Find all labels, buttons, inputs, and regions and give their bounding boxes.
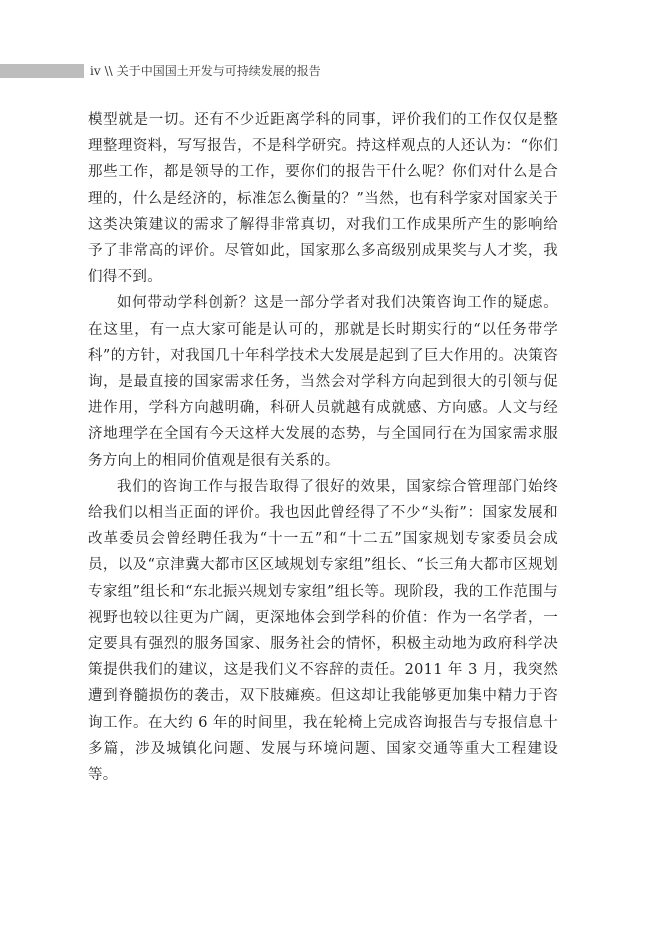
body-text xyxy=(88,107,558,788)
page-number: iv xyxy=(90,64,101,78)
book-title: 关于中国国土开发与可持续发展的报告 xyxy=(116,64,321,78)
running-head xyxy=(90,63,321,79)
paragraph-1: 模型就是一切。还有不少近距离学科的同事，评价我们的工作仅仅是整理整理资料，写写报告，不是科学研究。持这样观点的人还认为：“你们那些工作，都是领导的工作，要你们的报告干什么呢？你们对什么是合理的，什么是经济的，标准怎么衡量的？”当然，也有科学家对国家关于这类决策建议的需求了解得非常真切，对我们工作成果所产生的影响给予了非常高的评价。尽管如此，国家那么多高级别成果奖与人才奖，我们得不到。 xyxy=(88,112,558,286)
paragraph-3: 我们的咨询工作与报告取得了很好的效果，国家综合管理部门始终给我们以相当正面的评价。我也因此曾经得了不少“头衔”：国家发展和改革委员会曾经聘任我为“十一五”和“十二五”国家规划专家委员会成员，以及“京津冀大都市区区域规划专家组”组长、“长三角大都市区规划专家组”组长和“东北振兴规划专家组”组长等。现阶段，我的工作范围与视野也较以往更为广阔，更深地体会到学科的价值：作为一名学者，一定要具有强烈的服务国家、服务社会的情怀，积极主动地为政府科学决策提供我们的建议，这是我们义不容辞的责任。2011 年 3 月，我突然遭到脊髓损伤的袭击，双下肢瘫痪。但这却让我能够更加集中精力于咨询工作。在大约 6 年的时间里，我在轮椅上完成咨询报告与专报信息十多篇，涉及城镇化问题、发展与环境问题、国家交通等重大工程建设等。 xyxy=(88,478,558,784)
header-gray-bar xyxy=(0,64,84,78)
paragraph-2: 如何带动学科创新？这是一部分学者对我们决策咨询工作的疑虑。在这里，有一点大家可能是认可的，那就是长时期实行的“以任务带学科”的方针，对我国几十年科学技术大发展是起到了巨大作用的。决策咨询，是最直接的国家需求任务，当然会对学科方向起到很大的引领与促进作用，学科方向越明确，科研人员就越有成就感、方向感。人文与经济地理学在全国有今天这样大发展的态势，与全国同行在为国家需求服务方向上的相同价值观是很有关系的。 xyxy=(88,295,558,469)
header-separator: \\ xyxy=(104,64,113,78)
